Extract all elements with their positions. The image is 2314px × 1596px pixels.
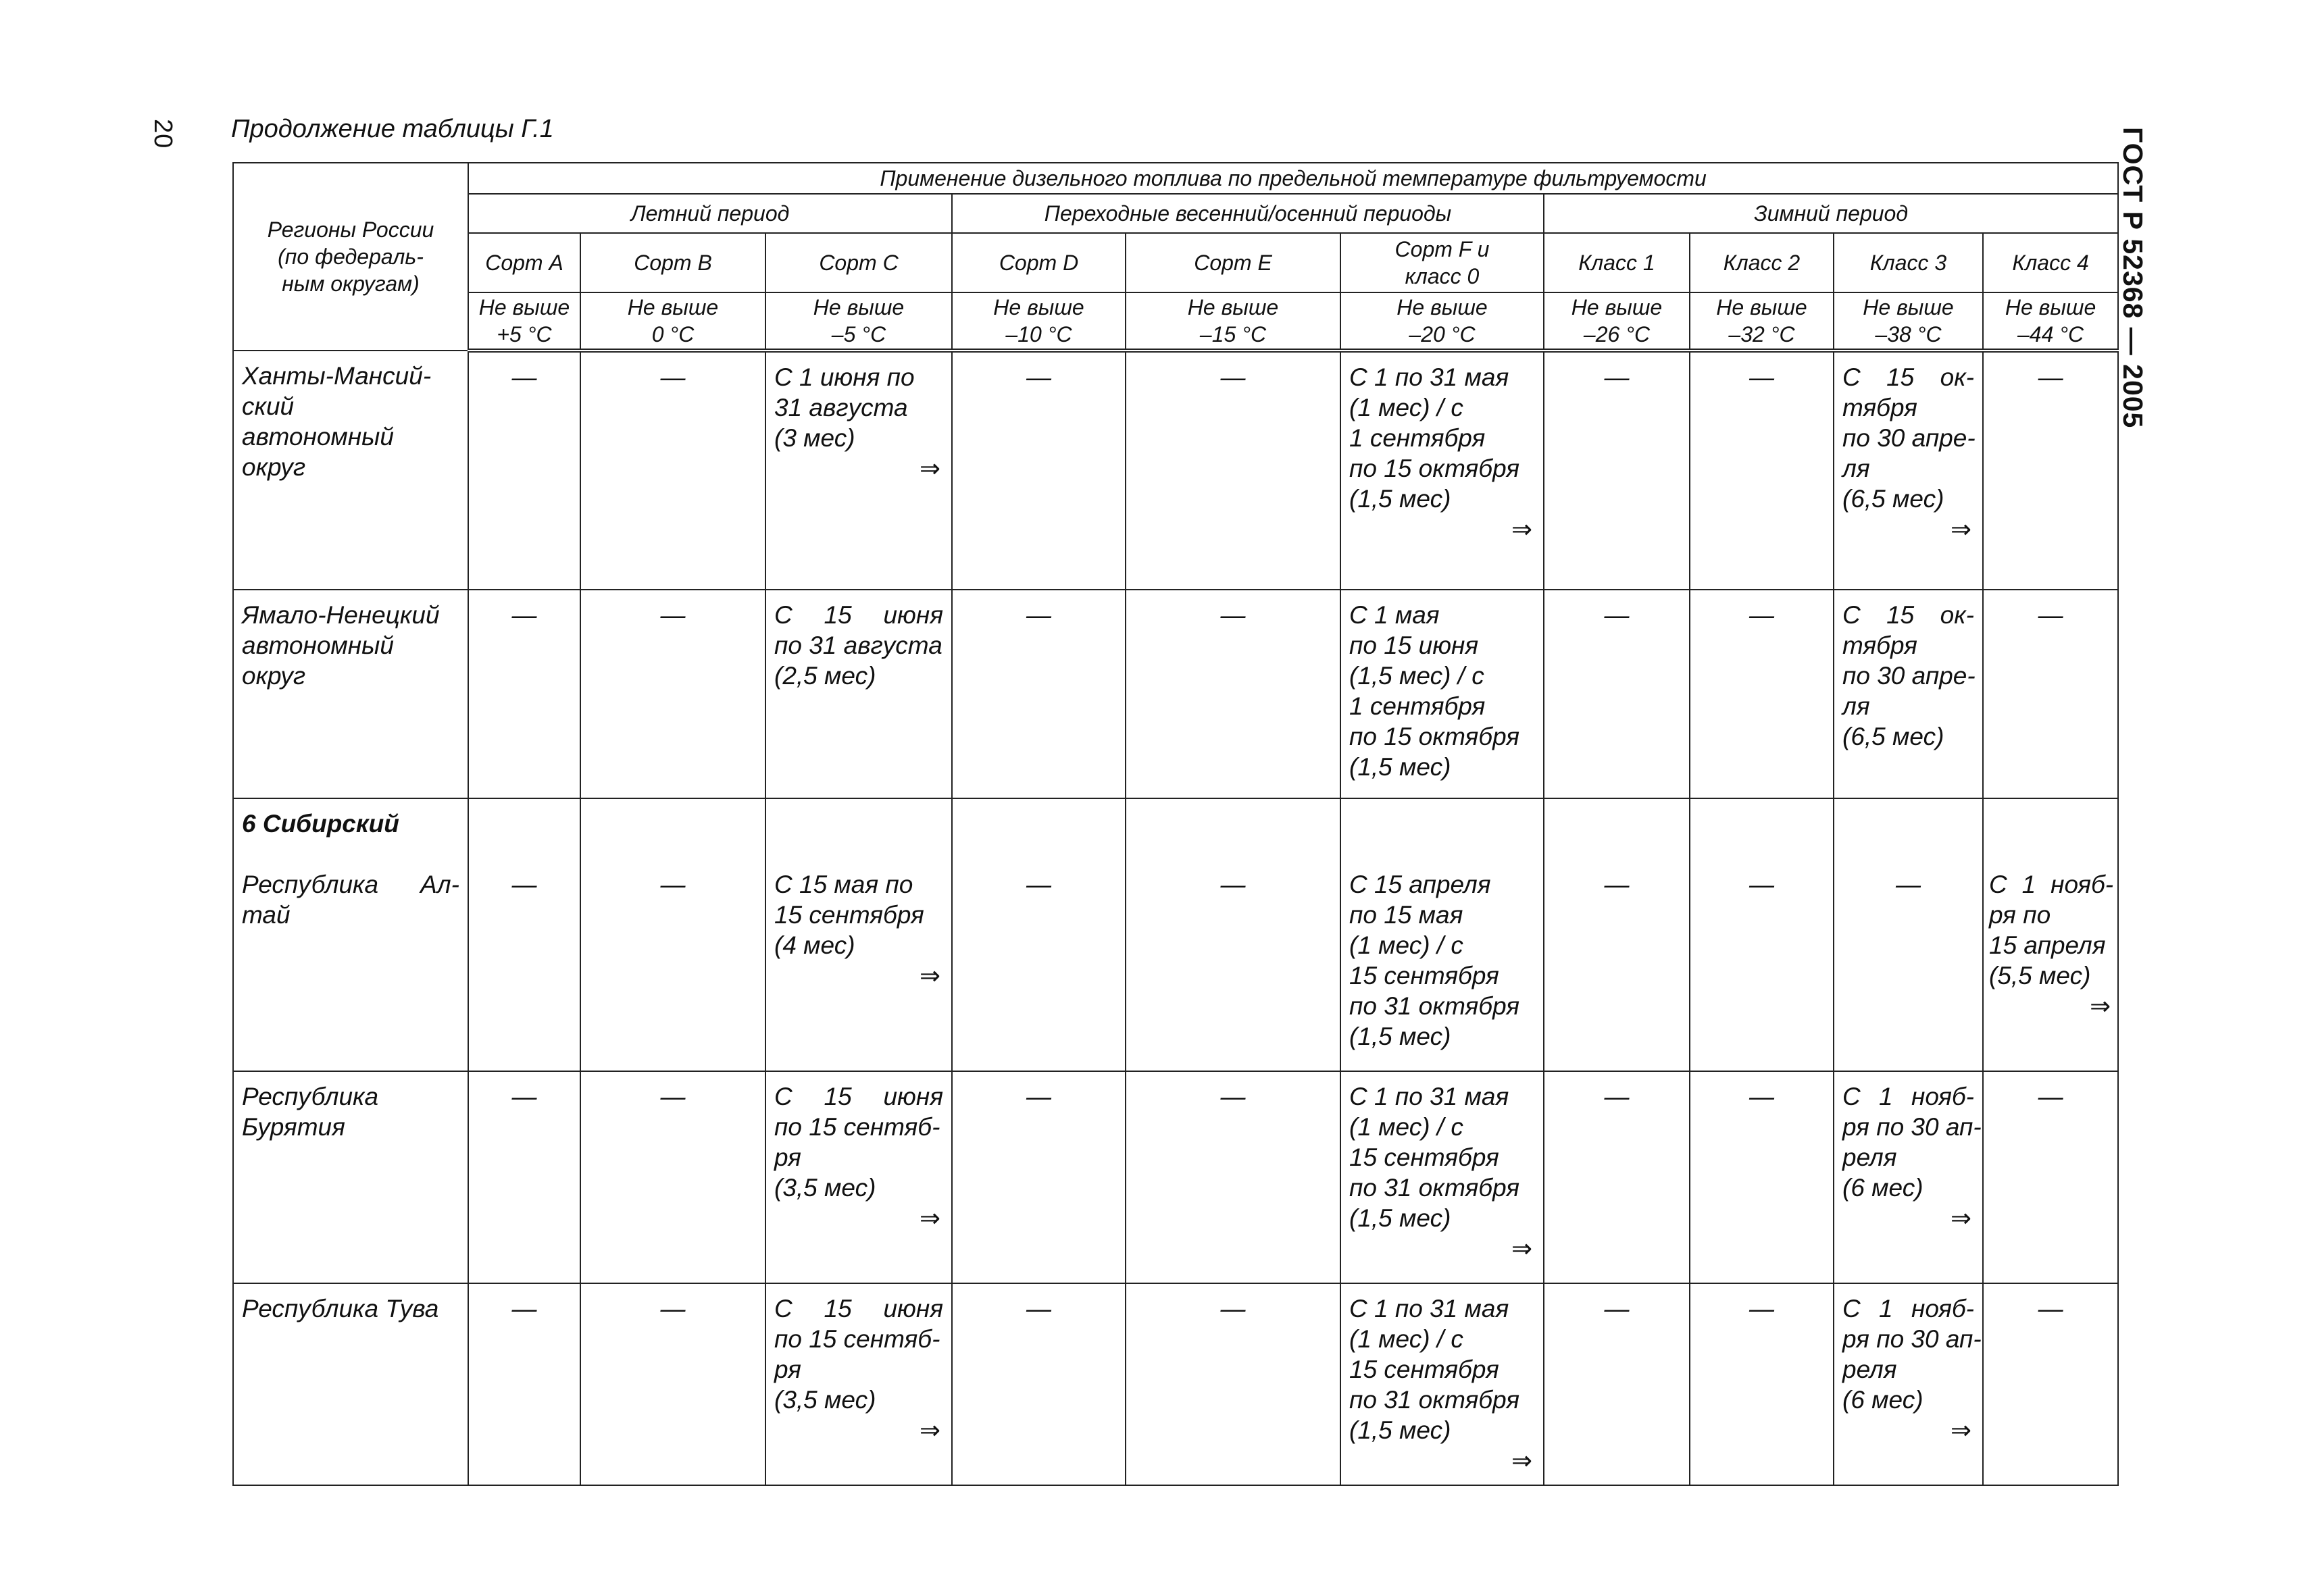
limit-line: Не выше: [993, 295, 1084, 319]
period-line: (2,5 мес): [774, 661, 876, 690]
limit-line: –26 °С: [1583, 322, 1651, 346]
period-line: по 15 июня: [1349, 631, 1479, 659]
dash-cell: —: [1983, 1283, 2118, 1485]
period-line: по 31 октября: [1349, 992, 1520, 1021]
limit-header: [1544, 292, 1690, 351]
period-line: по 15 сентяб-: [774, 1324, 940, 1353]
dash-cell: —: [468, 1283, 580, 1485]
dash-cell: —: [1983, 351, 2118, 590]
period-line: реля: [1842, 1143, 1897, 1172]
summer-period-header: Летний период: [468, 194, 952, 233]
period-line: ря: [774, 1143, 801, 1172]
region-cell: [233, 1071, 468, 1283]
transition-period-header: Переходные весенний/осенний периоды: [952, 194, 1544, 233]
dash-cell: —: [1126, 1283, 1340, 1485]
period-line: (1,5 мес) / с: [1349, 661, 1484, 690]
regions-header-line: Регионы России: [267, 217, 434, 242]
period-line: по 31 октября: [1349, 1174, 1520, 1202]
dash-cell: —: [580, 1283, 765, 1485]
limit-line: +5 °С: [497, 322, 552, 346]
grade-header: Класс 3: [1834, 233, 1983, 292]
limit-header: [580, 292, 765, 351]
period-line: 15 сентября: [1349, 962, 1499, 990]
continuation-arrow-icon: ⇒: [1511, 1235, 1532, 1263]
period-line: (6,5 мес): [1842, 485, 1944, 513]
period-line: С 1 по 31 мая: [1349, 1294, 1509, 1322]
region-line: Ханты-Мансий-: [242, 362, 432, 390]
period-cell: [1834, 1283, 1983, 1485]
period-line: С 1 нояб-: [1989, 871, 2114, 899]
grade-header: Сорт C: [765, 233, 952, 292]
limit-line: –44 °С: [2017, 322, 2084, 346]
table-row: [233, 351, 2118, 590]
regions-header-cell: [233, 163, 468, 351]
continuation-arrow-icon: ⇒: [919, 1204, 940, 1233]
period-line: тября: [1842, 394, 1917, 421]
period-line: по 31 августа: [774, 631, 942, 659]
dash-cell: —: [1544, 798, 1690, 1071]
period-line: ля: [1842, 455, 1870, 482]
dash-cell: —: [1983, 590, 2118, 798]
period-line: 31 августа: [774, 394, 908, 421]
region-line: Республика: [242, 1083, 379, 1111]
limit-line: –38 °С: [1875, 322, 1942, 346]
period-line: (3,5 мес): [774, 1174, 876, 1202]
dash-cell: —: [580, 590, 765, 798]
period-line: 15 сентября: [774, 901, 924, 929]
limit-line: Не выше: [813, 295, 905, 319]
region-cell: [233, 798, 468, 1071]
period-line: (1 мес) / с: [1349, 394, 1463, 421]
region-line: автономный: [242, 423, 394, 451]
limit-line: Не выше: [1187, 295, 1279, 319]
period-line: по 31 октября: [1349, 1385, 1520, 1414]
dash-cell: —: [468, 798, 580, 1071]
limit-line: Не выше: [1397, 295, 1488, 319]
region-cell: [233, 351, 468, 590]
dash-cell: —: [952, 798, 1126, 1071]
limit-line: Не выше: [478, 295, 570, 319]
period-line: (4 мес): [774, 931, 855, 960]
period-cell: [765, 590, 952, 798]
period-line: 1 сентября: [1349, 692, 1486, 720]
period-line: С 1 мая: [1349, 600, 1440, 629]
grade-header-line: класс 0: [1405, 264, 1480, 288]
dash-cell: —: [1690, 351, 1834, 590]
period-line: С 15 июня: [774, 600, 943, 629]
limit-header: [1340, 292, 1544, 351]
dash-cell: —: [1544, 590, 1690, 798]
grade-header: Сорт B: [580, 233, 765, 292]
region-cell: [233, 1283, 468, 1485]
standard-id: ГОСТ Р 52368 — 2005: [2117, 127, 2148, 429]
period-line: (1,5 мес): [1349, 752, 1451, 781]
period-line: 1 сентября: [1349, 424, 1486, 452]
dash-cell: —: [580, 798, 765, 1071]
period-line: С 15 июня: [774, 1294, 943, 1322]
continuation-arrow-icon: ⇒: [1511, 515, 1532, 543]
region-line: Республика Тува: [242, 1294, 439, 1322]
limit-line: Не выше: [627, 295, 719, 319]
period-line: ря по: [1989, 901, 2051, 929]
dash-cell: —: [1690, 590, 1834, 798]
dash-cell: —: [952, 590, 1126, 798]
limit-header: [1126, 292, 1340, 351]
period-line: (1 мес) / с: [1349, 1324, 1463, 1353]
region-cell: [233, 590, 468, 798]
period-line: (5,5 мес): [1989, 962, 2091, 990]
period-line: С 15 ок-: [1842, 600, 1974, 629]
period-line: тября: [1842, 631, 1917, 659]
continuation-arrow-icon: ⇒: [919, 455, 940, 482]
limit-line: Не выше: [2005, 295, 2096, 319]
period-line: (6,5 мес): [1842, 722, 1944, 750]
grade-header: Класс 4: [1983, 233, 2118, 292]
limit-header: [765, 292, 952, 351]
continuation-arrow-icon: ⇒: [1950, 515, 1971, 543]
dash-cell: —: [580, 351, 765, 590]
period-line: по 30 апре-: [1842, 424, 1976, 452]
limit-header: [468, 292, 580, 351]
continuation-arrow-icon: ⇒: [2090, 992, 2111, 1021]
period-line: 15 апреля: [1989, 931, 2106, 960]
period-line: ря по 30 ап-: [1842, 1324, 1982, 1353]
period-line: С 1 июня по: [774, 363, 915, 391]
region-line: Бурятия: [242, 1113, 345, 1141]
limit-line: Не выше: [1716, 295, 1807, 319]
period-line: (1 мес) / с: [1349, 931, 1463, 960]
region-line: округ: [242, 661, 306, 690]
region-line: тай: [242, 901, 291, 929]
dash-cell: —: [1126, 351, 1340, 590]
period-line: С 15 апреля: [1349, 871, 1491, 899]
dash-cell: —: [468, 590, 580, 798]
period-line: 15 сентября: [1349, 1143, 1499, 1172]
period-line: по 15 мая: [1349, 901, 1463, 929]
period-cell: [765, 351, 952, 590]
dash-cell: —: [1544, 1071, 1690, 1283]
district-heading: 6 Сибирский: [242, 810, 399, 838]
region-line: Республика Ал-: [242, 871, 459, 899]
limit-line: –15 °С: [1199, 322, 1267, 346]
period-line: ля: [1842, 692, 1870, 720]
period-line: по 15 сентяб-: [774, 1113, 940, 1141]
period-line: (1,5 мес): [1349, 1023, 1451, 1051]
grade-header: Сорт D: [952, 233, 1126, 292]
table-row: [233, 1071, 2118, 1283]
period-cell: [1834, 351, 1983, 590]
limit-line: –5 °С: [831, 322, 886, 346]
period-line: С 15 мая по: [774, 871, 913, 899]
table-row: [233, 798, 2118, 1071]
table-row: [233, 590, 2118, 798]
period-cell: [1340, 1283, 1544, 1485]
period-cell: [765, 1283, 952, 1485]
period-cell: [1834, 590, 1983, 798]
period-line: С 15 ок-: [1842, 363, 1974, 391]
dash-cell: —: [1126, 1071, 1340, 1283]
limit-header: [1834, 292, 1983, 351]
period-cell: [1340, 798, 1544, 1071]
dash-cell: —: [468, 1071, 580, 1283]
region-line: ский: [242, 392, 295, 420]
limit-header: [1983, 292, 2118, 351]
dash-cell: —: [952, 351, 1126, 590]
dash-cell: —: [1544, 351, 1690, 590]
limit-header: [1690, 292, 1834, 351]
period-cell: [765, 1071, 952, 1283]
dash-cell: —: [580, 1071, 765, 1283]
table-caption: Продолжение таблицы Г.1: [231, 115, 554, 143]
period-line: С 1 нояб-: [1842, 1294, 1974, 1322]
limit-line: 0 °С: [651, 322, 695, 346]
period-line: по 15 октября: [1349, 722, 1520, 750]
period-cell: [1340, 351, 1544, 590]
region-line: округ: [242, 453, 306, 481]
period-line: 15 сентября: [1349, 1355, 1499, 1383]
grade-header: [1340, 233, 1544, 292]
dash-cell: —: [468, 351, 580, 590]
grade-header: Класс 1: [1544, 233, 1690, 292]
period-line: (1,5 мес): [1349, 1416, 1451, 1444]
period-line: С 1 нояб-: [1842, 1083, 1974, 1111]
continuation-arrow-icon: ⇒: [919, 1416, 940, 1444]
grade-header: Сорт E: [1126, 233, 1340, 292]
dash-cell: —: [1834, 798, 1983, 1071]
limit-line: –32 °С: [1728, 322, 1795, 346]
period-line: С 1 по 31 мая: [1349, 1083, 1509, 1111]
dash-cell: —: [952, 1071, 1126, 1283]
continuation-arrow-icon: ⇒: [1950, 1204, 1971, 1233]
continuation-arrow-icon: ⇒: [1950, 1416, 1971, 1444]
grade-header: Класс 2: [1690, 233, 1834, 292]
limit-header: [952, 292, 1126, 351]
period-line: реля: [1842, 1355, 1897, 1383]
period-line: (6 мес): [1842, 1174, 1923, 1202]
table-row: [233, 1283, 2118, 1485]
period-line: С 1 по 31 мая: [1349, 363, 1509, 391]
period-line: по 15 октября: [1349, 455, 1520, 482]
page-number: 20: [149, 119, 177, 149]
fuel-application-table: [232, 162, 2119, 1486]
dash-cell: —: [1544, 1283, 1690, 1485]
period-cell: [1340, 590, 1544, 798]
grade-header-line: Сорт F и: [1394, 237, 1490, 261]
continuation-arrow-icon: ⇒: [1511, 1446, 1532, 1474]
period-line: С 15 июня: [774, 1083, 943, 1111]
dash-cell: —: [1126, 798, 1340, 1071]
period-line: ря: [774, 1355, 801, 1383]
limit-line: –10 °С: [1005, 322, 1072, 346]
period-line: (1 мес) / с: [1349, 1113, 1463, 1141]
winter-period-header: Зимний период: [1544, 194, 2118, 233]
dash-cell: —: [1983, 1071, 2118, 1283]
continuation-arrow-icon: ⇒: [919, 962, 940, 990]
dash-cell: —: [1690, 798, 1834, 1071]
regions-header-line: ным округам): [282, 272, 420, 296]
period-line: (3,5 мес): [774, 1385, 876, 1414]
period-line: (1,5 мес): [1349, 1204, 1451, 1233]
period-cell: [1340, 1071, 1544, 1283]
dash-cell: —: [952, 1283, 1126, 1485]
dash-cell: —: [1126, 590, 1340, 798]
limit-line: Не выше: [1571, 295, 1663, 319]
period-line: (6 мес): [1842, 1385, 1923, 1414]
period-cell: [1834, 1071, 1983, 1283]
period-line: ря по 30 ап-: [1842, 1113, 1982, 1141]
period-cell: [765, 798, 952, 1071]
limit-line: –20 °С: [1409, 322, 1476, 346]
regions-header-line: (по федераль-: [278, 244, 424, 269]
application-header: Применение дизельного топлива по предельной температуре фильтруемости: [468, 163, 2118, 194]
dash-cell: —: [1690, 1283, 1834, 1485]
limit-line: Не выше: [1863, 295, 1954, 319]
period-cell: [1983, 798, 2118, 1071]
period-line: (3 мес): [774, 424, 855, 452]
grade-header: Сорт A: [468, 233, 580, 292]
period-line: (1,5 мес): [1349, 485, 1451, 513]
region-line: автономный: [242, 631, 394, 659]
region-line: Ямало-Ненецкий: [242, 600, 440, 629]
period-line: по 30 апре-: [1842, 661, 1976, 690]
dash-cell: —: [1690, 1071, 1834, 1283]
